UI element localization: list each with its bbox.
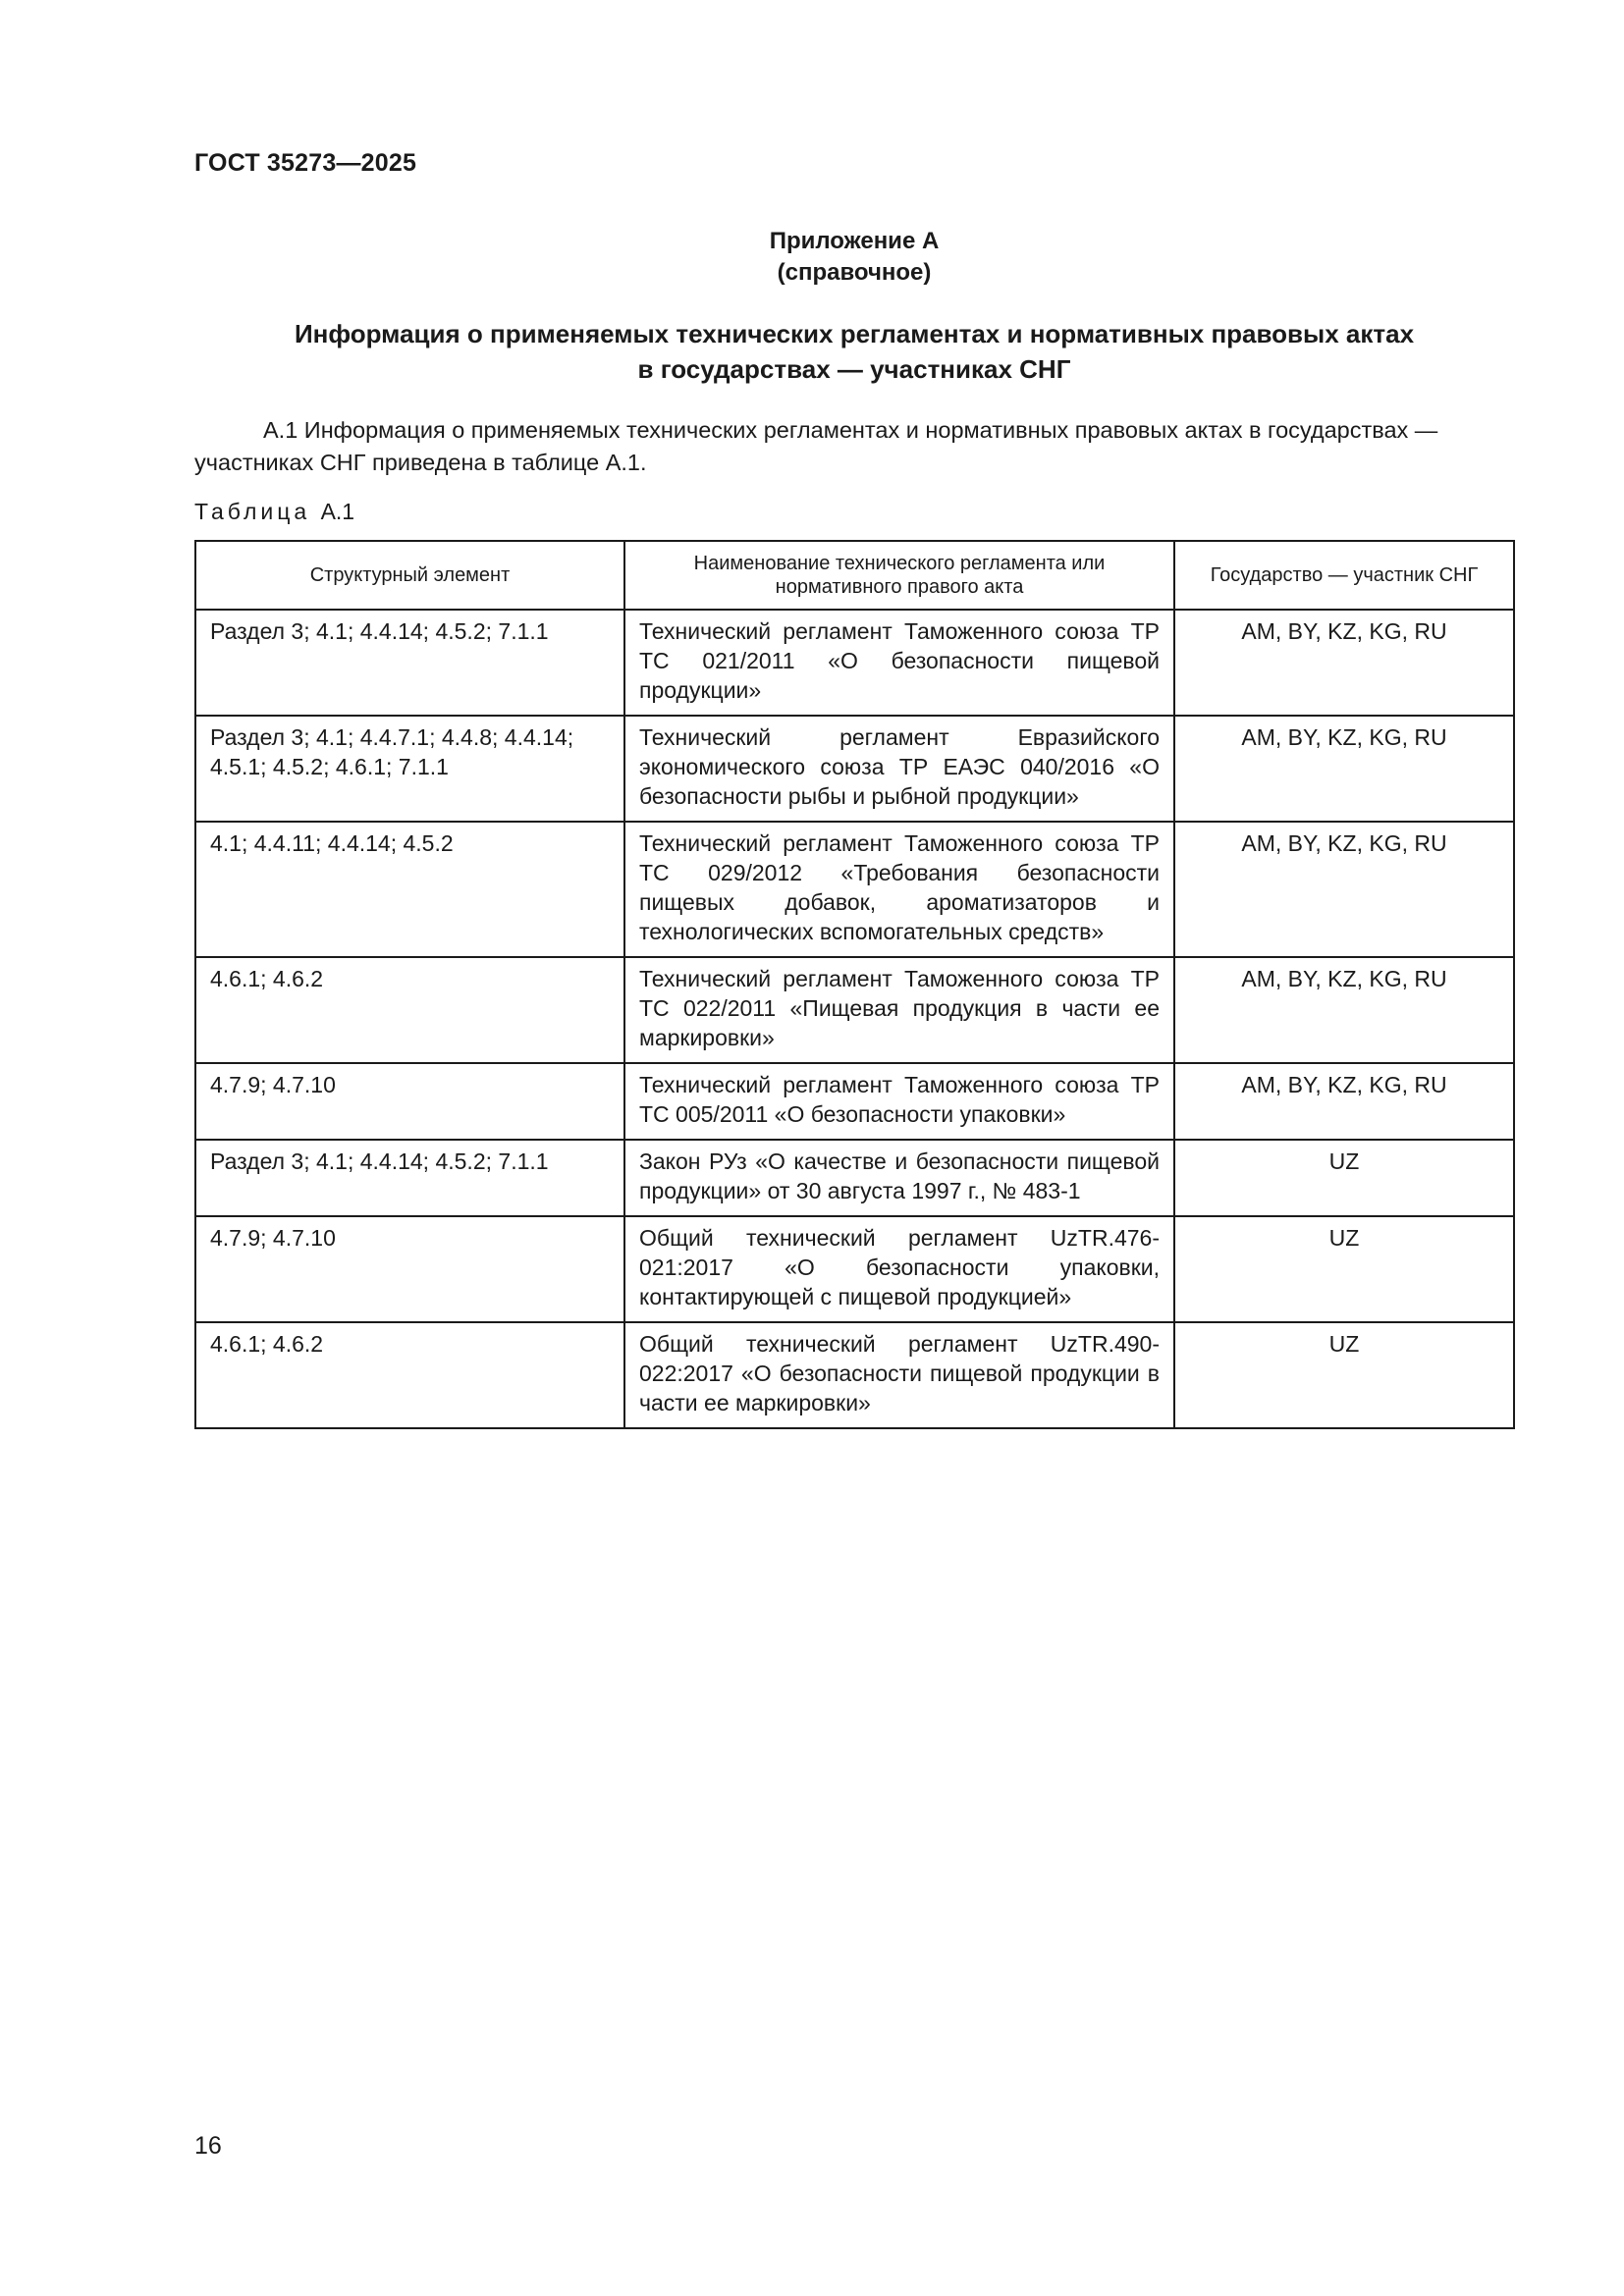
state-cell: AM, BY, KZ, KG, RU — [1174, 1063, 1514, 1140]
regulation-cell: Закон РУз «О качестве и безопасности пищевой продукции» от 30 августа 1997 г., № 483-1 — [624, 1140, 1174, 1216]
table-caption-label: Таблица — [194, 499, 311, 524]
structural-element-cell: 4.6.1; 4.6.2 — [195, 957, 624, 1063]
structural-element-cell: 4.7.9; 4.7.10 — [195, 1216, 624, 1322]
structural-element-cell: Раздел 3; 4.1; 4.4.14; 4.5.2; 7.1.1 — [195, 610, 624, 716]
regulation-cell: Технический регламент Таможенного союза ТР ТС 005/2011 «О безопасности упаковки» — [624, 1063, 1174, 1140]
state-cell: UZ — [1174, 1140, 1514, 1216]
state-cell: UZ — [1174, 1322, 1514, 1428]
appendix-type: (справочное) — [777, 259, 932, 286]
regulation-cell: Технический регламент Таможенного союза ТР ТС 022/2011 «Пищевая продукция в части ее маркировки» — [624, 957, 1174, 1063]
structural-element-cell: Раздел 3; 4.1; 4.4.7.1; 4.4.8; 4.4.14; 4.5.1; 4.5.2; 4.6.1; 7.1.1 — [195, 716, 624, 822]
state-cell: AM, BY, KZ, KG, RU — [1174, 822, 1514, 957]
regulation-cell: Общий технический регламент UzTR.490-022:2017 «О безопасности пищевой продукции в части ее маркировки» — [624, 1322, 1174, 1428]
table-caption — [194, 499, 354, 525]
header-cis-state: Государство — участник СНГ — [1174, 541, 1514, 610]
state-cell: AM, BY, KZ, KG, RU — [1174, 716, 1514, 822]
header-regulation-name: Наименование технического регламента или нормативного правого акта — [624, 541, 1174, 610]
regulation-cell: Технический регламент Евразийского экономического союза ТР ЕАЭС 040/2016 «О безопасности рыбы и рыбной продукции» — [624, 716, 1174, 822]
table-row — [195, 822, 1514, 957]
table-row — [195, 610, 1514, 716]
table-row — [195, 1322, 1514, 1428]
structural-element-cell: 4.7.9; 4.7.10 — [195, 1063, 624, 1140]
section-title-line-2: в государствах — участниках СНГ — [637, 354, 1071, 384]
structural-element-cell: 4.1; 4.4.11; 4.4.14; 4.5.2 — [195, 822, 624, 957]
table-row — [195, 1063, 1514, 1140]
table-caption-number: А.1 — [320, 499, 355, 524]
state-cell: AM, BY, KZ, KG, RU — [1174, 957, 1514, 1063]
state-cell: UZ — [1174, 1216, 1514, 1322]
section-title — [194, 316, 1514, 387]
table-row — [195, 957, 1514, 1063]
table-row — [195, 1140, 1514, 1216]
regulations-table — [194, 540, 1515, 1429]
page-number: 16 — [194, 2132, 222, 2160]
intro-paragraph: А.1 Информация о применяемых технических регламентах и нормативных правовых актах в государствах — участниках СНГ приведена в таблице А.1. — [194, 417, 1438, 475]
section-title-line-1: Информация о применяемых технических регламентах и нормативных правовых актах — [294, 319, 1415, 348]
header-structural-element: Структурный элемент — [195, 541, 624, 610]
regulation-cell: Общий технический регламент UzTR.476-021:2017 «О безопасности упаковки, контактирующей с пищевой продукцией» — [624, 1216, 1174, 1322]
table-row — [195, 1216, 1514, 1322]
document-code: ГОСТ 35273—2025 — [194, 149, 417, 177]
appendix-title: Приложение А — [769, 228, 940, 254]
table-row — [195, 716, 1514, 822]
regulation-cell: Технический регламент Таможенного союза ТР ТС 029/2012 «Требования безопасности пищевых добавок, ароматизаторов и технологических вспомогательных средств» — [624, 822, 1174, 957]
structural-element-cell: Раздел 3; 4.1; 4.4.14; 4.5.2; 7.1.1 — [195, 1140, 624, 1216]
regulation-cell: Технический регламент Таможенного союза ТР ТС 021/2011 «О безопасности пищевой продукции» — [624, 610, 1174, 716]
table-header-row — [195, 541, 1514, 610]
state-cell: AM, BY, KZ, KG, RU — [1174, 610, 1514, 716]
structural-element-cell: 4.6.1; 4.6.2 — [195, 1322, 624, 1428]
